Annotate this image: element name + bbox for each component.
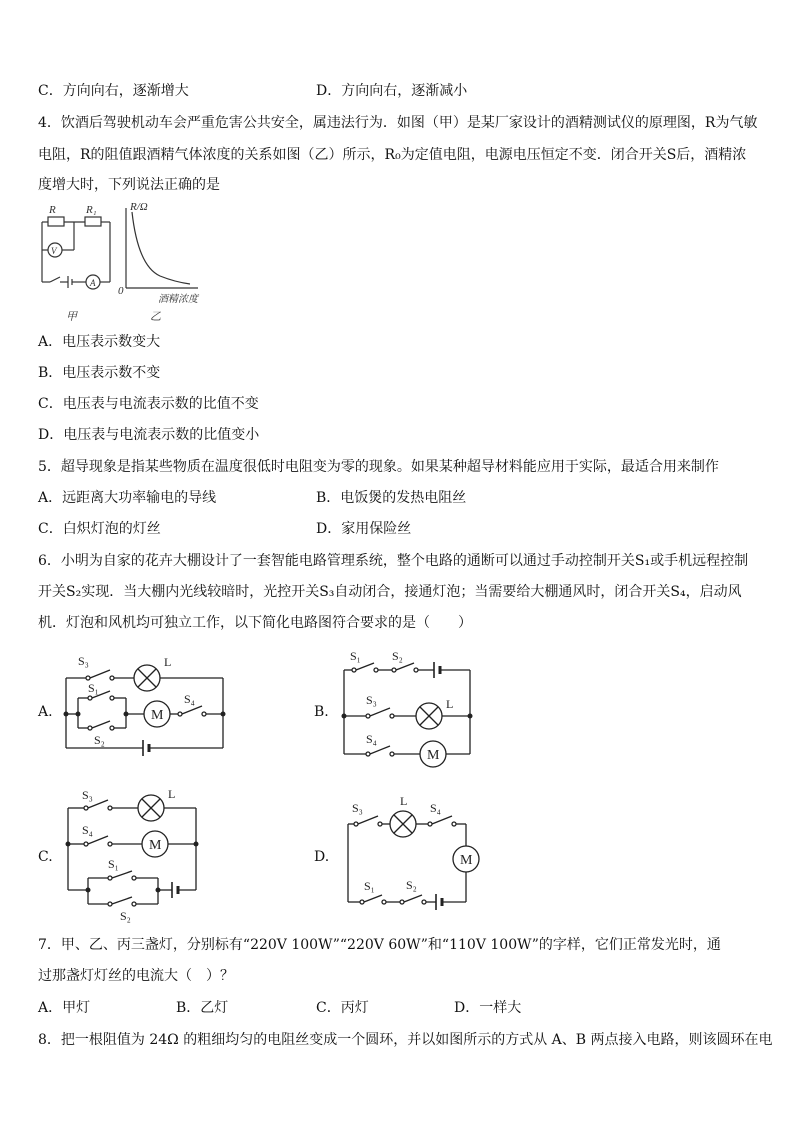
a-s2-label: S₂ [94, 733, 105, 747]
a-s4-label: S₄ [184, 692, 195, 706]
q6-option-c-label: C. [38, 849, 53, 865]
q8-stem-line-1: 8．把一根阻值为 24Ω 的粗细均匀的电阻丝变成一个圆环，并以如图所示的方式从 A、B 两点接入电路，则该圆环在电 [38, 1032, 773, 1048]
resistor-r [48, 217, 64, 226]
q3-option-d: D．方向向右，逐渐减小 [316, 83, 468, 99]
c-s4-label: S₄ [82, 823, 93, 837]
q4-option-d: D．电压表与电流表示数的比值变小 [38, 427, 260, 443]
a-motor-label: M [151, 708, 164, 723]
caption-yi: 乙 [150, 311, 161, 323]
circuit-c [60, 786, 210, 924]
q3-option-c: C．方向向右，逐渐增大 [38, 83, 189, 99]
c-s3-label: S₃ [82, 788, 93, 802]
d-s3-label: S₃ [352, 801, 363, 815]
q4-figure [30, 198, 230, 330]
d-motor-label: M [460, 853, 473, 868]
q6-option-b-label: B. [314, 704, 329, 720]
r-vs-concentration-curve [132, 212, 190, 284]
q7-option-c: C．丙灯 [316, 1000, 369, 1016]
q5-option-c: C．白炽灯泡的灯丝 [38, 521, 161, 537]
b-s4-label: S₄ [366, 732, 377, 746]
q6-option-a-label: A. [38, 704, 53, 720]
q6-stem-line-3: 机．灯泡和风机均可独立工作，以下简化电路图符合要求的是（ ） [38, 615, 472, 631]
q5-option-a: A．远距离大功率输电的导线 [38, 490, 217, 506]
q7-stem-line-1: 7．甲、乙、丙三盏灯，分别标有“220V 100W”“220V 60W”和“110V 100W”的字样，它们正常发光时，通 [38, 937, 721, 953]
a-s3-label: S₃ [78, 654, 89, 668]
label-r1: R₁ [86, 204, 97, 216]
resistor-r1 [85, 217, 101, 226]
b-s1-label: S₁ [350, 649, 361, 663]
q4-stem-line-1: 4．饮酒后驾驶机动车会严重危害公共安全，属违法行为．如图（甲）是某厂家设计的酒精测试仪的原理图，R为气敏 [38, 115, 758, 131]
b-motor-label: M [427, 748, 440, 763]
d-lamp-label: L [400, 794, 408, 808]
b-s3-label: S₃ [366, 693, 377, 707]
q7-option-b: B．乙灯 [176, 1000, 229, 1016]
q6-stem-line-2: 开关S₂实现．当大棚内光线较暗时，光控开关S₃自动闭合，接通灯泡；当需要给大棚通风时，闭合开关S₄，启动风 [38, 584, 742, 600]
q6-stem-line-1: 6．小明为自家的花卉大棚设计了一套智能电路管理系统，整个电路的通断可以通过手动控制开关S₁或手机远程控制 [38, 553, 749, 569]
q4-option-a: A．电压表示数变大 [38, 334, 161, 350]
q4-stem-line-2: 电阻，R的阻值跟酒精气体浓度的关系如图（乙）所示，R₀为定值电阻，电源电压恒定不变．闭合开关S后，酒精浓 [38, 147, 747, 163]
d-s2-label: S₂ [406, 878, 417, 892]
b-s2-label: S₂ [392, 649, 403, 663]
q4-stem-line-3: 度增大时，下列说法正确的是 [38, 177, 220, 193]
c-motor-label: M [149, 838, 162, 853]
label-r: R [49, 204, 56, 216]
c-lamp-label: L [168, 787, 176, 801]
q5-option-b: B．电饭煲的发热电阻丝 [316, 490, 467, 506]
y-axis-label: R/Ω [130, 201, 148, 213]
label-v: V [51, 246, 57, 256]
q5-option-d: D．家用保险丝 [316, 521, 412, 537]
circuit-a [60, 648, 232, 768]
circuit-d [336, 790, 486, 922]
q7-option-d: D．一样大 [454, 1000, 522, 1016]
a-lamp-label: L [164, 655, 172, 669]
q4-option-b: B．电压表示数不变 [38, 365, 161, 381]
c-s1-label: S₁ [108, 857, 119, 871]
label-a: A [90, 278, 96, 288]
a-s1-label: S₁ [88, 681, 99, 695]
q6-option-d-label: D. [314, 849, 330, 865]
c-s2-label: S₂ [120, 909, 131, 923]
circuit-b [336, 648, 486, 774]
origin-label: 0 [118, 285, 124, 297]
d-s1-label: S₁ [364, 879, 375, 893]
b-lamp-label: L [446, 697, 454, 711]
q5-stem: 5．超导现象是指某些物质在温度很低时电阻变为零的现象。如果某种超导材料能应用于实际，最适合用来制作 [38, 459, 719, 475]
x-axis-label: 酒精浓度 [158, 294, 198, 305]
q7-option-a: A．甲灯 [38, 1000, 91, 1016]
d-s4-label: S₄ [430, 801, 441, 815]
caption-jia: 甲 [66, 311, 77, 323]
q4-option-c: C．电压表与电流表示数的比值不变 [38, 396, 259, 412]
q7-stem-line-2: 过那盏灯灯丝的电流大（ ）？ [38, 968, 234, 984]
